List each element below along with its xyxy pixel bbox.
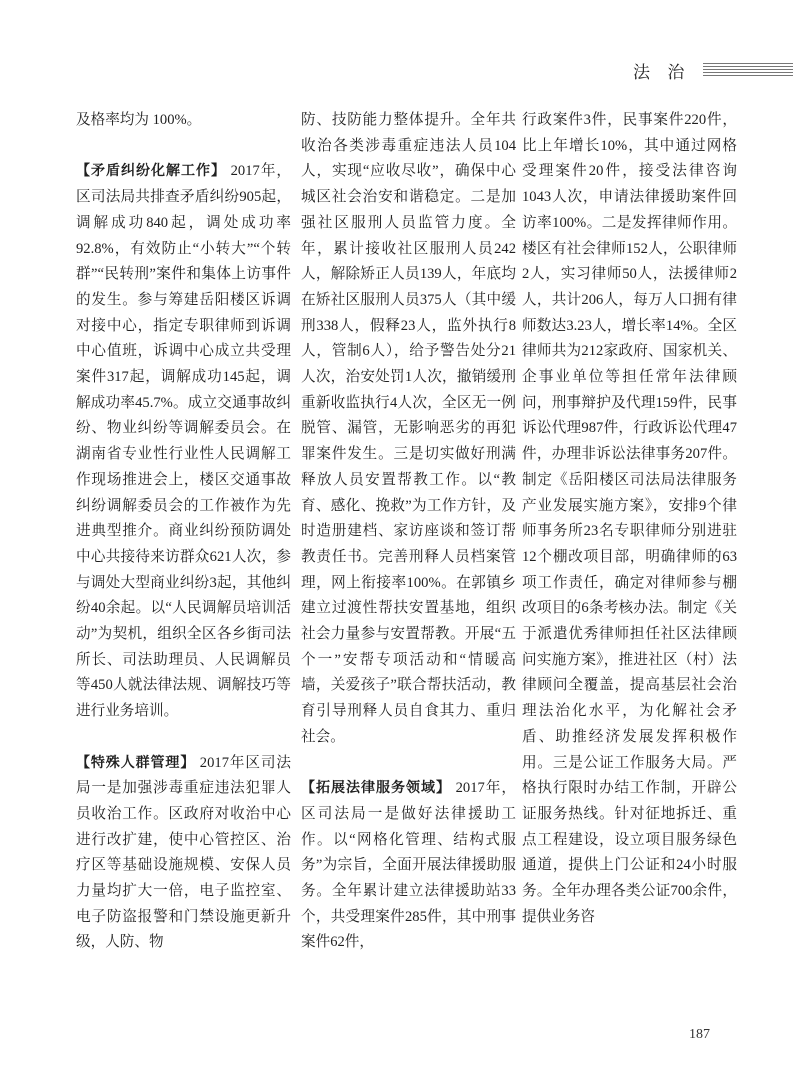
paragraph-text: 行政案件3件，民事案件220件，比上年增长10%，其中通过网格受理案件20件，接受法律咨询1043人次，申请法律援助案件回访率100%。二是发挥律师作用。楼区有社会律师152人，公职律师2人，实习律师50人，法援律师2人，共计206人，每万人口拥有律师数达3.23人，增长率14%。全区律师共为212家政府、国家机关、企事业单位等担任常年法律顾问，刑事辩护及代理159件，民事诉讼代理987件，行政诉讼代理47件，办理非诉讼法律事务207件。制定《岳阳楼区司法局法律服务产业发展实施方案》，安排9个律师事务所23名专职律师分别进驻12个棚改项目部，明确律师的63项工作责任，确定对律师参与棚改项目的6条考核办法。制定《关于派遣优秀律师担任社区法律顾问实施方案》，推进社区（村）法律顾问全覆盖，提高基层社会治理法治化水平，为化解社会矛盾、助推经济发展发挥积极作用。三是公证工作服务大局。严格执行限时办结工作制，开辟公证服务热线。针对征地拆迁、重点工程建设，设立项目服务绿色通道，提供上门公证和24小时服务。全年办理各类公证700余件，提供业务咨 <box>522 112 737 925</box>
section-heading-special-population: 【特殊人群管理】 <box>76 754 196 771</box>
paragraph <box>301 776 516 956</box>
text-column-2 <box>301 108 516 956</box>
section-heading-legal-services: 【拓展法律服务领域】 <box>301 780 451 797</box>
header-stripes-decoration <box>703 63 793 77</box>
text-column-1 <box>76 108 291 956</box>
paragraph <box>76 751 291 957</box>
paragraph-text: 2017年，区司法局共排查矛盾纠纷905起，调解成功840起，调处成功率92.8%，有效防止“小转大”“个转群”“民转刑”案件和集体上访事件的发生。参与筹建岳阳楼区诉调对接中心，指定专职律师到诉调中心值班，诉调中心成立共受理案件317起，调解成功145起，调解成功率45.7%。成立交通事故纠纷、物业纠纷等调解委员会。在湖南省专业性行业性人民调解工作现场推进会上，楼区交通事故纠纷调解委员会的工作被作为先进典型推介。商业纠纷预防调处中心共接待来访群众621人次，参与调处大型商业纠纷3起，其他纠纷40余起。以“人民调解员培训活动”为契机，组织全区各乡街司法所长、司法助理员、人民调解员等450人就法律法规、调解技巧等进行业务培训。 <box>76 163 292 720</box>
page-number: 187 <box>689 1027 710 1042</box>
paragraph <box>522 108 737 931</box>
paragraph <box>76 159 291 724</box>
running-header <box>633 52 793 92</box>
section-heading-dispute-resolution: 【矛盾纠纷化解工作】 <box>76 163 226 180</box>
paragraph <box>301 108 516 751</box>
text-column-3 <box>522 108 737 931</box>
paragraph-text: 2017年，区司法局一是做好法律援助工作。以“网格化管理、结构式服务”为宗旨，全面开展法律援助服务。全年累计建立法律援助站33个，共受理案件285件，其中刑事案件62件， <box>301 780 517 951</box>
paragraph <box>76 108 291 134</box>
paragraph-text: 2017年区司法局一是加强涉毒重症违法犯罪人员收治工作。区政府对收治中心进行改扩建，使中心管控区、治疗区等基础设施规模、安保人员力量均扩大一倍，电子监控室、电子防盗报警和门禁设施更新升级，人防、物 <box>76 754 291 951</box>
section-title: 法 治 <box>633 63 691 83</box>
paragraph-text: 防、技防能力整体提升。全年共收治各类涉毒重症违法人员104人，实现“应收尽收”，确保中心城区社会治安和谐稳定。二是加强社区服刑人员监管力度。全年，累计接收社区服刑人员242人，解除矫正人员139人，年底均在矫社区服刑人员375人（其中缓刑338人，假释23人，监外执行8人，管制6人），给予警告处分21人次，治安处罚1人次，撤销缓刑重新收监执行4人次，全区无一例脱管、漏管，无影响恶劣的再犯罪案件发生。三是切实做好刑满释放人员安置帮教工作。以“教育、感化、挽救”为工作方针，及时造册建档、家访座谈和签订帮教责任书。完善刑释人员档案管理，网上衔接率100%。在郭镇乡建立过渡性帮扶安置基地，组织社会力量参与安置帮教。开展“五个一”安帮专项活动和“情暖高墙，关爱孩子”联合帮扶活动，教育引导刑释人员自食其力、重归社会。 <box>301 112 516 745</box>
paragraph-text: 及格率均为 100%。 <box>76 112 202 128</box>
